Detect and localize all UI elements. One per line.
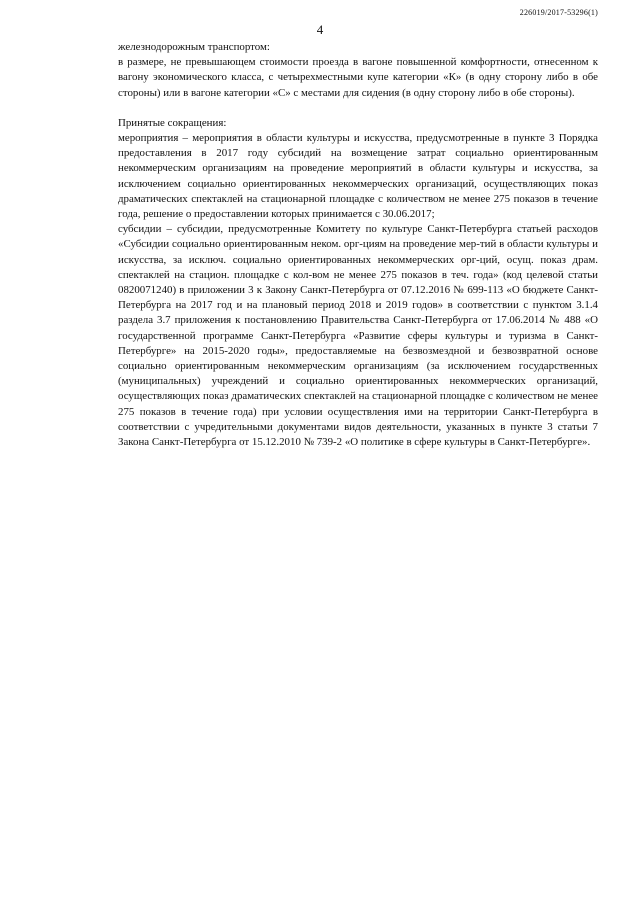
paragraph-events-definition: мероприятия – мероприятия в области культуры и искусства, предусмотренные в пункте 3 Порядка предоставления в 2017 году субсидий на возмещение затрат социально ориентированным некоммерческим организациям на проведение мероприятий в области культуры и искусства, за исключением социально ориентированных некоммерческих организаций, осуществляющих показ драматических спектаклей на стационарной площадке с количеством не менее 275 показов в течение года, решение о предоставлении которых принимается с 30.06.2017; [118,132,598,221]
paragraph-abbreviations-heading: Принятые сокращения: [118,116,227,129]
paragraph-subsidies-definition: субсидии – субсидии, предусмотренные Комитету по культуре Санкт-Петербурга статьей расходов «Субсидии социально ориентированным неком. орг-циям на проведение мер-тий в области культуры и искусства, за исключ. социально ориентированных некоммерческих орг-ций, осущ. показ драм. спектаклей на стацион. площадке с кол-вом не менее 275 показов в теч. года» (код целевой статьи 0820071240) в приложении 3 к Закону Санкт-Петербурга от 07.12.2016 № 699-113 «О бюджете Санкт-Петербурга на 2017 год и на плановый период 2018 и 2019 годов» в соответствии с пунктом 3.1.4 раздела 3.7 приложения к постановлению Правительства Санкт-Петербурга от 17.06.2014 № 488 «О государственной программе Санкт-Петербурга «Развитие сферы культуры и туризма в Санкт-Петербурге» на 2015-2020 годы», предоставляемые на безвозмездной и безвозвратной основе социально ориентированным некоммерческим организациям (за исключением государственных (муниципальных) учреждений и социально ориентированных некоммерческих организаций, осуществляющих показ драматических спектаклей на стационарной площадке с количеством не менее 275 показов в течение года) при условии осуществления ими на территории Санкт-Петербурга в соответствии с учредительными документами видов деятельности, указанных в пункте 3 статьи 7 Закона Санкт-Петербурга от 15.12.2010 № 739-2 «О политике в сфере культуры в Санкт-Петербурге». [118,223,598,449]
paragraph-railway: железнодорожным транспортом: [118,41,270,53]
paragraph-spacer [118,101,598,116]
document-body [118,40,598,450]
paragraph-railway-fare: в размере, не превышающем стоимости проезда в вагоне повышенной комфортности, отнесенном к вагону экономического класса, с четырехместными купе категории «К» (в одну сторону либо в обе стороны) или в вагоне категории «С» с местами для сидения (в одну сторону либо в обе стороны). [118,56,598,99]
document-id: 226019/2017-53296(1) [519,8,598,17]
page-number: 4 [316,22,324,37]
